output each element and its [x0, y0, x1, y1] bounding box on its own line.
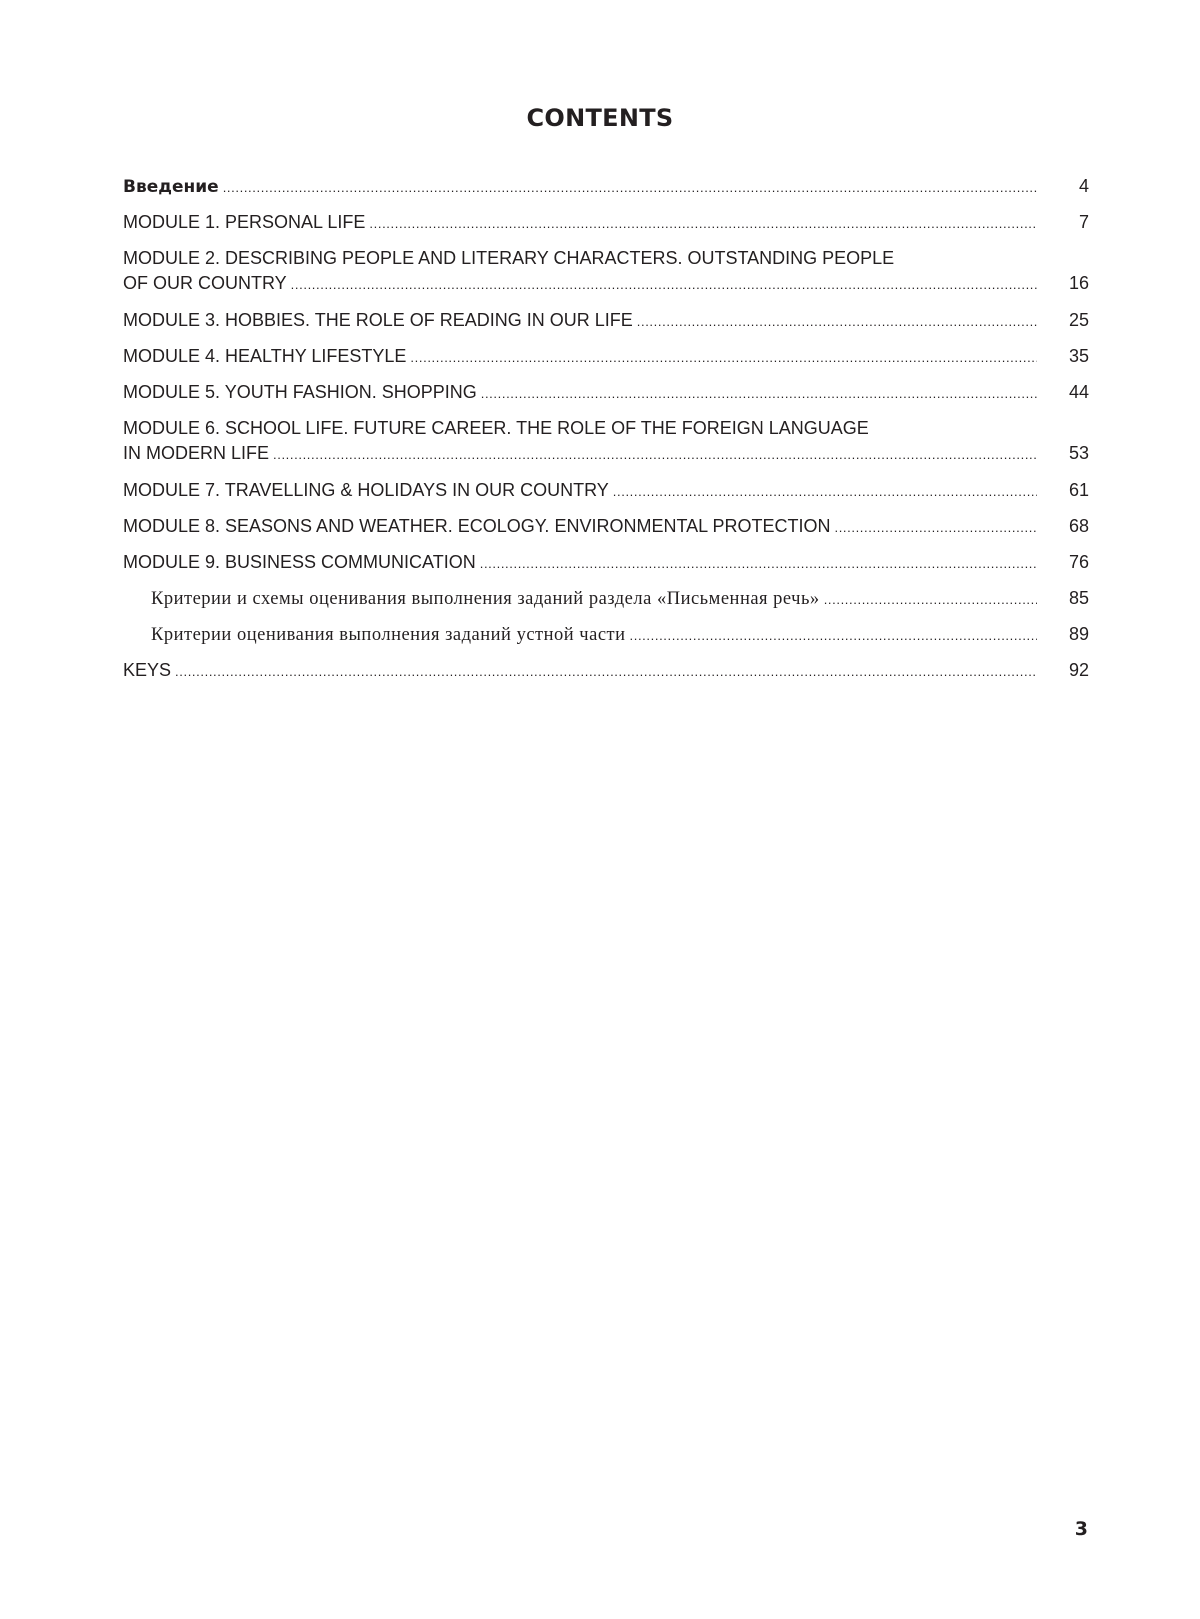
toc-entry-title: KEYS — [123, 660, 172, 680]
toc-entry-page: 16 — [1068, 273, 1089, 293]
toc-entry-module-2[interactable] — [123, 246, 1089, 297]
toc-entry-module-1[interactable] — [123, 210, 1089, 236]
toc-entry-module-6[interactable] — [123, 416, 1089, 467]
dot-leader — [630, 623, 1037, 648]
toc-entry-title: MODULE 9. BUSINESS COMMUNICATION — [123, 552, 476, 572]
dot-leader — [824, 587, 1037, 612]
dot-leader — [480, 551, 1037, 576]
toc-entry-module-9[interactable] — [123, 550, 1089, 576]
toc-entry-page: 35 — [1068, 346, 1089, 366]
toc-entry-module-3[interactable] — [123, 308, 1089, 334]
toc-entry-page: 92 — [1068, 660, 1089, 680]
toc-entry-module-7[interactable] — [123, 478, 1089, 504]
toc-entry-page: 4 — [1078, 176, 1089, 196]
toc-entry-page: 89 — [1068, 624, 1089, 644]
toc-entry-title: Критерии и схемы оценивания выполнения заданий раздела «Письменная речь» — [151, 589, 820, 609]
toc-entry-title: Введение — [123, 177, 219, 197]
toc-entry-page: 7 — [1078, 212, 1089, 232]
dot-leader — [223, 175, 1037, 200]
toc-entry-title-line-1: MODULE 2. DESCRIBING PEOPLE AND LITERARY CHARACTERS. OUTSTANDING PEOPLE — [123, 248, 895, 268]
dot-leader — [834, 515, 1037, 540]
toc-entry-keys[interactable] — [123, 658, 1089, 684]
page-title: CONTENTS — [526, 104, 674, 132]
toc-entry-oral-criteria[interactable] — [123, 622, 1089, 648]
toc-entry-introduction[interactable] — [123, 174, 1089, 200]
toc-entry-title: MODULE 7. TRAVELLING & HOLIDAYS IN OUR COUNTRY — [123, 480, 609, 500]
toc-entry-module-5[interactable] — [123, 380, 1089, 406]
toc-entry-module-4[interactable] — [123, 344, 1089, 370]
toc-entry-title: MODULE 4. HEALTHY LIFESTYLE — [123, 346, 407, 366]
toc-entry-title-line-2: OF OUR COUNTRY — [123, 273, 287, 293]
dot-leader — [613, 479, 1037, 504]
toc-entry-page: 44 — [1068, 382, 1089, 402]
dot-leader — [481, 381, 1037, 406]
dot-leader — [291, 272, 1037, 297]
toc-entry-module-8[interactable] — [123, 514, 1089, 540]
toc-entry-title: MODULE 8. SEASONS AND WEATHER. ECOLOGY. ENVIRONMENTAL PROTECTION — [123, 516, 831, 536]
toc-entry-page: 68 — [1068, 516, 1089, 536]
dot-leader — [175, 659, 1037, 684]
dot-leader — [637, 309, 1037, 334]
toc-entry-title-line-1: MODULE 6. SCHOOL LIFE. FUTURE CAREER. THE ROLE OF THE FOREIGN LANGUAGE — [123, 418, 869, 438]
dot-leader — [410, 345, 1037, 370]
toc-entry-title: Критерии оценивания выполнения заданий устной части — [151, 625, 626, 645]
page-number: 3 — [1074, 1518, 1088, 1540]
toc-entry-title-line-2: IN MODERN LIFE — [123, 443, 270, 463]
toc-entry-title: MODULE 1. PERSONAL LIFE — [123, 212, 366, 232]
dot-leader — [369, 211, 1037, 236]
toc-entry-page: 53 — [1068, 443, 1089, 463]
dot-leader — [273, 442, 1037, 467]
toc-entry-page: 25 — [1068, 310, 1089, 330]
toc-entry-page: 85 — [1068, 588, 1089, 608]
toc-entry-title: MODULE 3. HOBBIES. THE ROLE OF READING IN OUR LIFE — [123, 310, 633, 330]
toc-entry-page: 76 — [1068, 552, 1089, 572]
toc-entry-writing-criteria[interactable] — [123, 586, 1089, 612]
toc-entry-page: 61 — [1068, 480, 1089, 500]
table-of-contents — [123, 174, 1089, 694]
toc-entry-title: MODULE 5. YOUTH FASHION. SHOPPING — [123, 382, 477, 402]
